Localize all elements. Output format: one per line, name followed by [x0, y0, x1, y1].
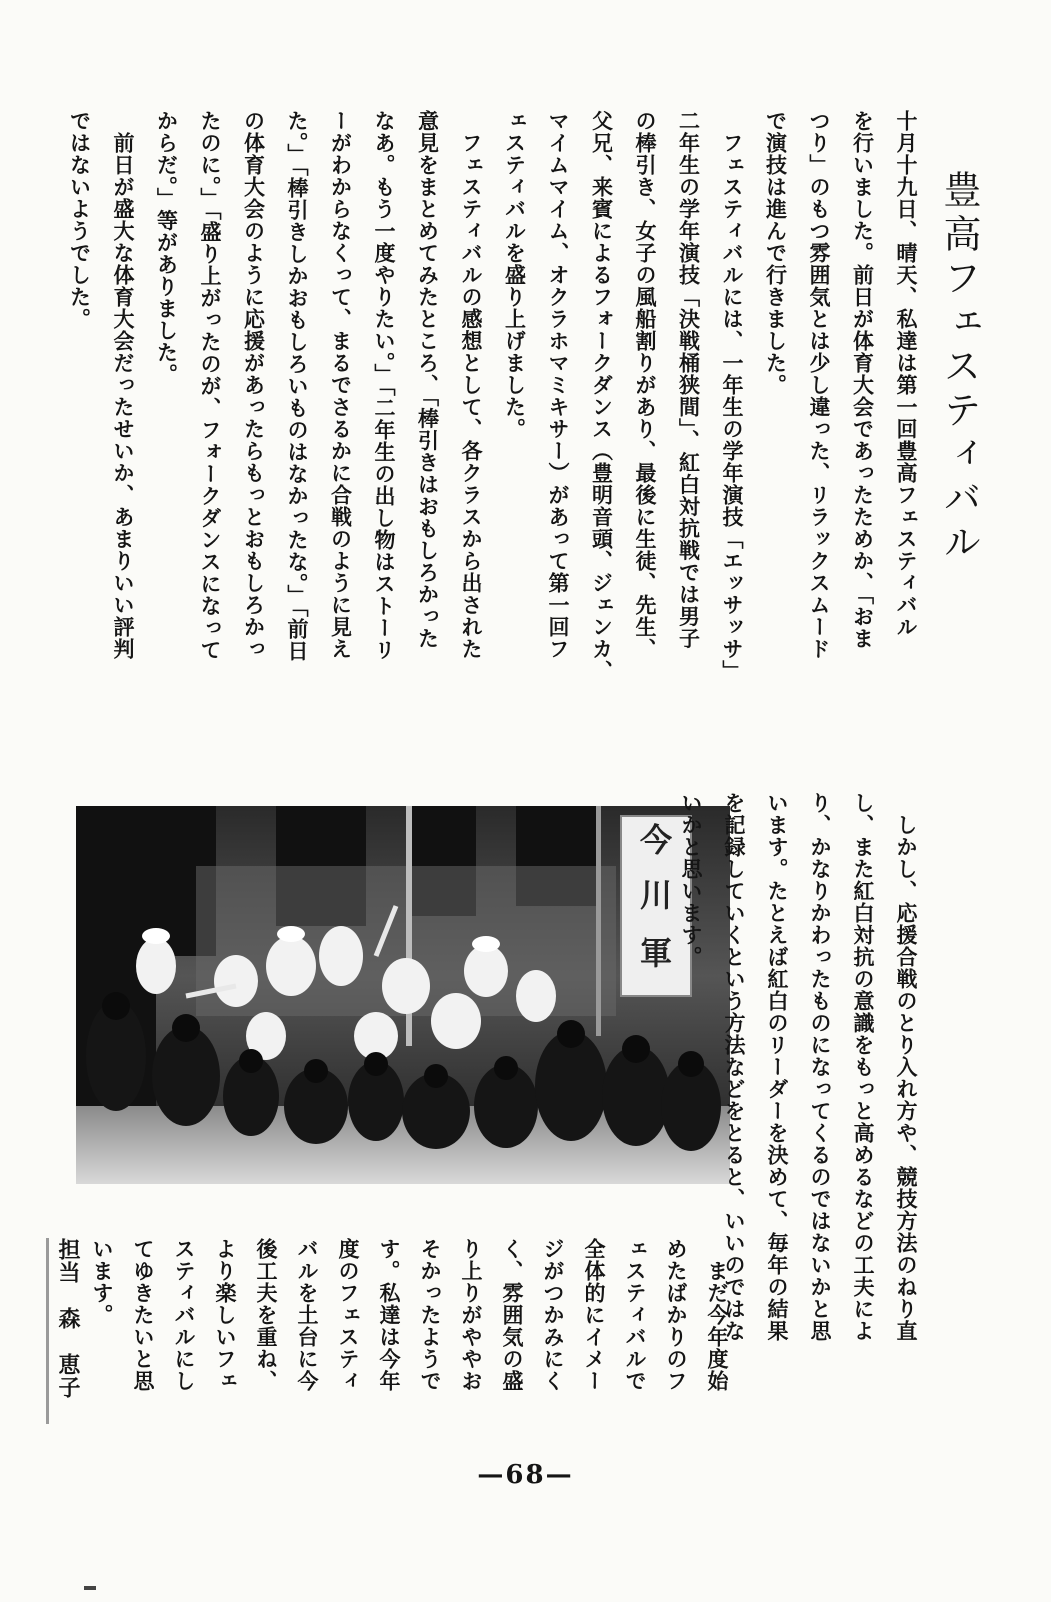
banner-text-2: 川: [639, 876, 673, 914]
article-title: 豊高フェスティバル: [937, 170, 981, 566]
banner-text-1: 今: [639, 821, 673, 859]
article-body-lower: まだ今年度始 めたばかりのフ ェスティバルで 全体的にイメー ジがつかみにく く、雰囲気の盛 り上りがややお そかったようで す。私達は今年 度のフェスティ バルを土台に今 後工夫を重ね、 より楽しいフェ スティバルにし てゆきたいと思 います。: [90, 1238, 730, 1392]
author-credit: [46, 1238, 79, 1424]
festival-photo: [76, 806, 730, 1184]
article-body-top: 十月十九日、晴天、私達は第一回豊高フェスティバル を行いました。前日が体育大会であったためか、「おま つり」のもつ雰囲気とは少し違った、リラックスムード で演技は進んで行きました。 フェスティバルには、一年生の学年演技「エッサッサ」 二年生の学年演技「決戦桶狭間」、紅白対抗戦では男子 の棒引き、女子の風船割りがあり、最後に生徒、先生、 父兄、来賓によるフォークダンス（豊明音頭、ジェンカ、 マイムマイム、オクラホマミキサー）があって第一回フ ェスティバルを盛り上げました。 フェスティバルの感想として、各クラスから出された 意見をまとめてみたところ、「棒引きはおもしろかった なあ。もう一度やりたい。」「二年生の出し物はストーリ ーがわからなくって、まるでさるかに合戦のように見え た。」「棒引きしかおもしろいものはなかったな。」「前日 の体育大会のように応援があったらもっとおもしろかっ たのに。」「盛り上がったのが、フォークダンスになって からだ。」等がありました。 前日が盛大な体育大会だったせいか、あまりいい評判 ではないようでした。: [67, 110, 919, 682]
banner-text-3: 軍: [639, 934, 673, 972]
article-body-right: しかし、応援合戦のとり入れ方や、競技方法のねり直 し、また紅白対抗の意識をもっと高めるなどの工夫によ り、かなりかわったものになってくるのではないかと思 います。たとえば紅白のリーダーを決めて、毎年の結果 を記録していくという方法などをとると、いいのではな いかと思います。: [679, 792, 919, 1342]
scan-mark: [84, 1586, 96, 1590]
page-number: —68—: [477, 1460, 574, 1490]
author-name: 担当 森 恵子: [55, 1238, 81, 1399]
